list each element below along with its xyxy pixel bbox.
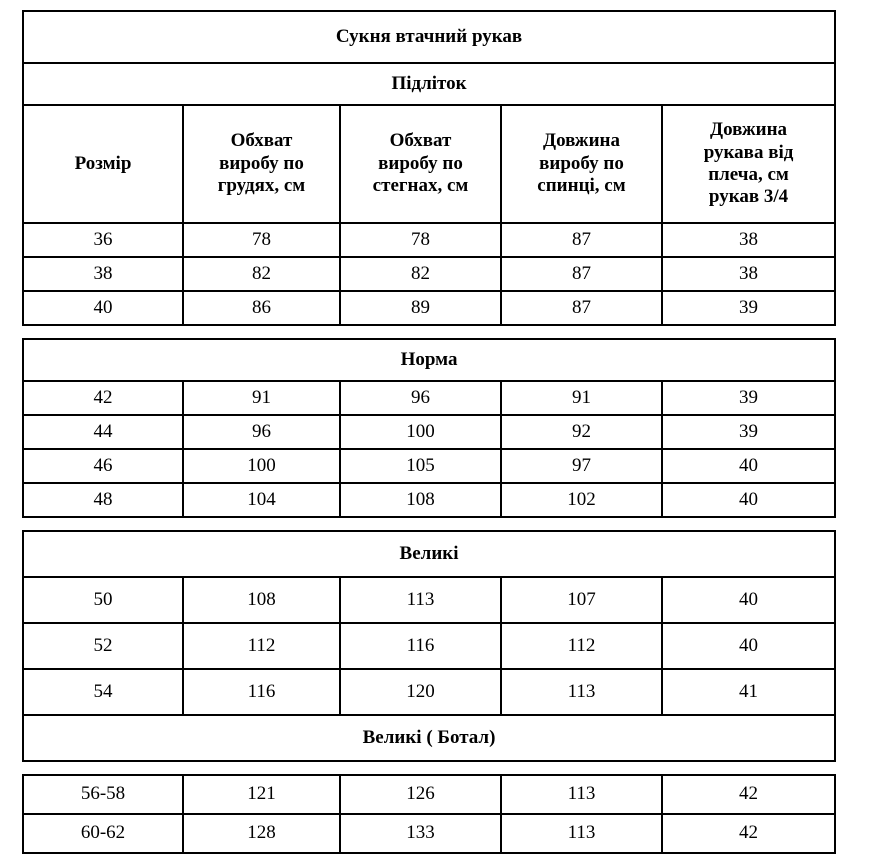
cell-size: 38 xyxy=(23,257,183,291)
cell-size: 40 xyxy=(23,291,183,325)
cell-size: 52 xyxy=(23,623,183,669)
column-header-bust-line3: грудях, см xyxy=(217,175,306,197)
cell-back: 113 xyxy=(501,775,662,814)
column-header-bust-line1: Обхват xyxy=(230,130,293,152)
cell-back: 112 xyxy=(501,623,662,669)
cell-bust: 128 xyxy=(183,814,340,853)
cell-size: 60-62 xyxy=(23,814,183,853)
cell-back: 91 xyxy=(501,381,662,415)
cell-sleeve: 39 xyxy=(662,415,835,449)
cell-bust: 96 xyxy=(183,415,340,449)
cell-bust: 108 xyxy=(183,577,340,623)
cell-sleeve: 39 xyxy=(662,381,835,415)
column-header-sleeve-line1: Довжина xyxy=(710,119,788,141)
cell-hips: 100 xyxy=(340,415,501,449)
column-header-back-length xyxy=(501,105,662,223)
column-header-hips xyxy=(340,105,501,223)
cell-size: 36 xyxy=(23,223,183,257)
table-row xyxy=(23,814,835,853)
section-header-teen xyxy=(23,63,835,105)
size-chart-table xyxy=(22,10,836,854)
cell-hips: 120 xyxy=(340,669,501,715)
cell-sleeve: 38 xyxy=(662,257,835,291)
table-row xyxy=(23,291,835,325)
cell-hips: 89 xyxy=(340,291,501,325)
table-row xyxy=(23,449,835,483)
cell-hips: 108 xyxy=(340,483,501,517)
cell-hips: 126 xyxy=(340,775,501,814)
cell-back: 113 xyxy=(501,814,662,853)
cell-hips: 116 xyxy=(340,623,501,669)
section-label: Великі xyxy=(23,531,835,577)
cell-size: 42 xyxy=(23,381,183,415)
cell-sleeve: 42 xyxy=(662,775,835,814)
row-spacer xyxy=(23,761,835,775)
cell-size: 56-58 xyxy=(23,775,183,814)
cell-back: 87 xyxy=(501,291,662,325)
cell-bust: 121 xyxy=(183,775,340,814)
cell-back: 87 xyxy=(501,257,662,291)
cell-hips: 78 xyxy=(340,223,501,257)
section-header-norm xyxy=(23,339,835,381)
table-row xyxy=(23,415,835,449)
cell-back: 97 xyxy=(501,449,662,483)
table-row xyxy=(23,775,835,814)
column-header-hips-line3: стегнах, см xyxy=(372,175,469,197)
cell-hips: 82 xyxy=(340,257,501,291)
column-header-size: Розмір xyxy=(23,105,183,223)
cell-size: 48 xyxy=(23,483,183,517)
cell-hips: 113 xyxy=(340,577,501,623)
column-header-sleeve-line4: рукав 3/4 xyxy=(708,186,789,208)
page-title: Сукня втачний рукав xyxy=(23,11,835,63)
cell-bust: 78 xyxy=(183,223,340,257)
section-label: Підліток xyxy=(23,63,835,105)
cell-sleeve: 40 xyxy=(662,623,835,669)
cell-back: 113 xyxy=(501,669,662,715)
column-header-back-line1: Довжина xyxy=(543,130,620,152)
table-row xyxy=(23,669,835,715)
column-header-sleeve-line2: рукава від xyxy=(703,141,794,163)
cell-bust: 112 xyxy=(183,623,340,669)
cell-bust: 86 xyxy=(183,291,340,325)
column-header-hips-line2: виробу по xyxy=(378,152,463,174)
cell-sleeve: 38 xyxy=(662,223,835,257)
cell-back: 107 xyxy=(501,577,662,623)
table-row xyxy=(23,577,835,623)
table-row xyxy=(23,257,835,291)
cell-sleeve: 42 xyxy=(662,814,835,853)
cell-size: 44 xyxy=(23,415,183,449)
cell-bust: 82 xyxy=(183,257,340,291)
table-row xyxy=(23,223,835,257)
cell-back: 92 xyxy=(501,415,662,449)
cell-bust: 104 xyxy=(183,483,340,517)
section-label: Норма xyxy=(23,339,835,381)
column-header-sleeve-line3: плеча, см xyxy=(708,164,789,185)
cell-hips: 133 xyxy=(340,814,501,853)
table-row xyxy=(23,381,835,415)
row-spacer xyxy=(23,517,835,531)
row-spacer xyxy=(23,325,835,339)
cell-size: 54 xyxy=(23,669,183,715)
cell-back: 87 xyxy=(501,223,662,257)
cell-sleeve: 40 xyxy=(662,577,835,623)
table-title-row xyxy=(23,11,835,63)
cell-sleeve: 40 xyxy=(662,449,835,483)
column-header-sleeve-length xyxy=(662,105,835,223)
table-row xyxy=(23,623,835,669)
column-header-bust xyxy=(183,105,340,223)
cell-sleeve: 39 xyxy=(662,291,835,325)
cell-bust: 100 xyxy=(183,449,340,483)
cell-back: 102 xyxy=(501,483,662,517)
cell-size: 50 xyxy=(23,577,183,623)
cell-size: 46 xyxy=(23,449,183,483)
column-header-back-line2: виробу по xyxy=(539,152,624,174)
column-header-bust-line2: виробу по xyxy=(219,152,304,174)
cell-sleeve: 41 xyxy=(662,669,835,715)
cell-hips: 105 xyxy=(340,449,501,483)
cell-hips: 96 xyxy=(340,381,501,415)
table-row xyxy=(23,483,835,517)
column-header-hips-line1: Обхват xyxy=(389,130,452,152)
cell-bust: 91 xyxy=(183,381,340,415)
cell-sleeve: 40 xyxy=(662,483,835,517)
section-header-large xyxy=(23,531,835,577)
size-chart-page xyxy=(0,10,878,844)
cell-bust: 116 xyxy=(183,669,340,715)
table-header-row xyxy=(23,105,835,223)
section-header-batal xyxy=(23,715,835,761)
section-label: Великі ( Ботал) xyxy=(23,715,835,761)
column-header-back-line3: спинці, см xyxy=(537,175,626,197)
